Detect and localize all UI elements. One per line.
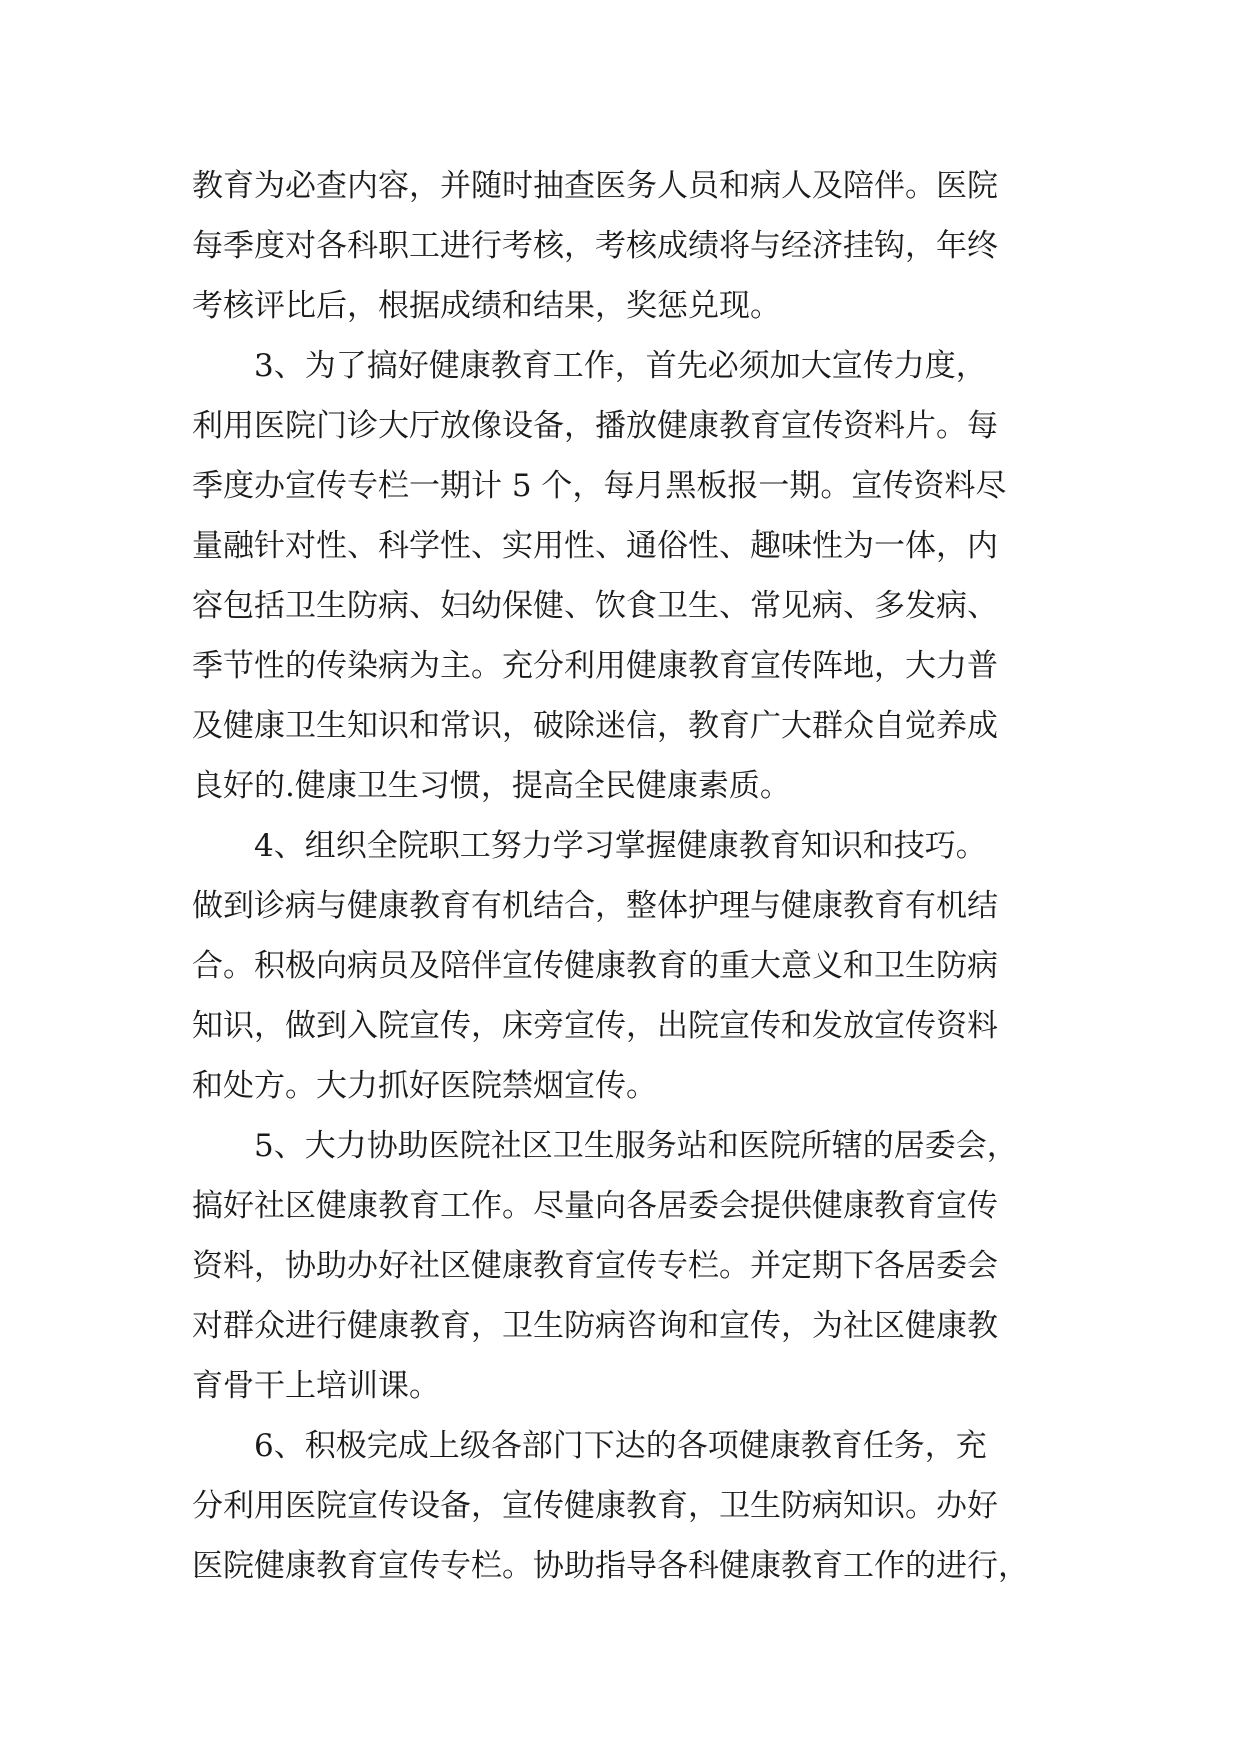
paragraph-4-first-line: 4、组织全院职工努力学习掌握健康教育知识和技巧。 [254, 828, 987, 864]
text-line: 育骨干上培训课。 [192, 1368, 440, 1404]
text-line: 季节性的传染病为主。充分利用健康教育宣传阵地，大力普 [192, 648, 998, 684]
text-line: 容包括卫生防病、妇幼保健、饮食卫生、常见病、多发病、 [192, 588, 998, 624]
text-line: 做到诊病与健康教育有机结合，整体护理与健康教育有机结 [192, 888, 998, 924]
text-line: 合。积极向病员及陪伴宣传健康教育的重大意义和卫生防病 [192, 948, 998, 984]
text-line: 良好的.健康卫生习惯，提高全民健康素质。 [192, 768, 791, 804]
text-line: 和处方。大力抓好医院禁烟宣传。 [192, 1068, 657, 1104]
text-line: 搞好社区健康教育工作。尽量向各居委会提供健康教育宣传 [192, 1188, 998, 1224]
paragraph-6-first-line: 6、积极完成上级各部门下达的各项健康教育任务，充 [254, 1428, 987, 1464]
text-line: 考核评比后，根据成绩和结果，奖惩兑现。 [192, 288, 781, 324]
text-line: 医院健康教育宣传专栏。协助指导各科健康教育工作的进行， [192, 1548, 1029, 1584]
text-line: 季度办宣传专栏一期计 5 个，每月黑板报一期。宣传资料尽 [192, 468, 1007, 504]
paragraph-3-first-line: 3、为了搞好健康教育工作，首先必须加大宣传力度， [254, 348, 987, 384]
text-line: 量融针对性、科学性、实用性、通俗性、趣味性为一体，内 [192, 528, 998, 564]
text-line: 资料，协助办好社区健康教育宣传专栏。并定期下各居委会 [192, 1248, 998, 1284]
text-line: 知识，做到入院宣传，床旁宣传，出院宣传和发放宣传资料 [192, 1008, 998, 1044]
paragraph-5-first-line: 5、大力协助医院社区卫生服务站和医院所辖的居委会， [254, 1128, 1018, 1164]
text-line: 分利用医院宣传设备，宣传健康教育，卫生防病知识。办好 [192, 1488, 998, 1524]
text-line: 每季度对各科职工进行考核，考核成绩将与经济挂钩，年终 [192, 228, 998, 264]
text-line: 对群众进行健康教育，卫生防病咨询和宣传，为社区健康教 [192, 1308, 998, 1344]
text-line: 利用医院门诊大厅放像设备，播放健康教育宣传资料片。每 [192, 408, 998, 444]
text-line: 及健康卫生知识和常识，破除迷信，教育广大群众自觉养成 [192, 708, 998, 744]
text-line: 教育为必查内容，并随时抽查医务人员和病人及陪伴。医院 [192, 168, 998, 204]
